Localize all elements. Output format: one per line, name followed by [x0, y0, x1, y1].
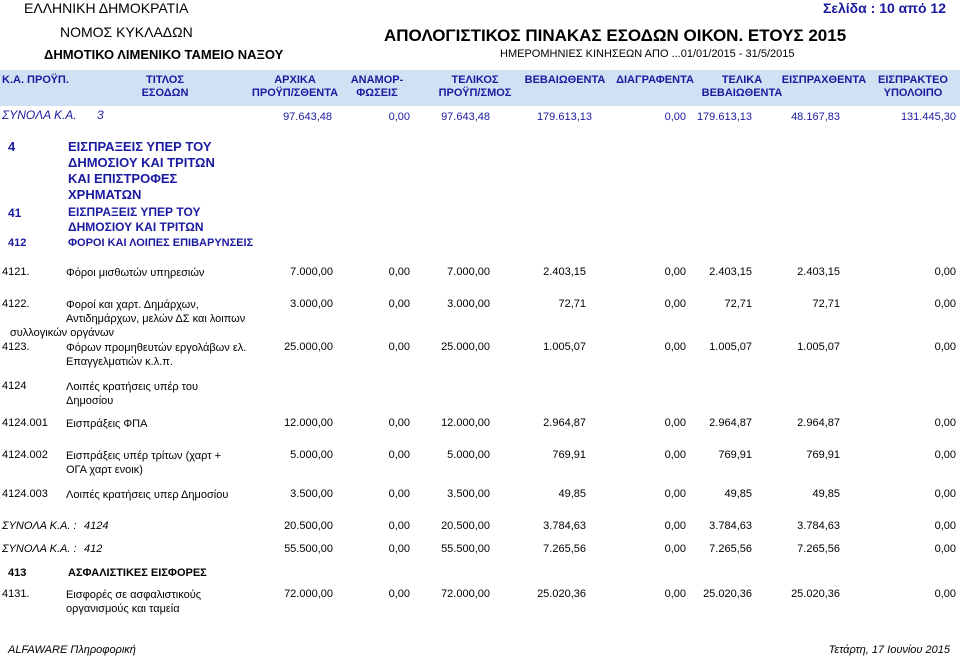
sum-value: 55.500,00 — [284, 543, 333, 555]
row-value: 25.000,00 — [284, 341, 333, 353]
row-value: 0,00 — [664, 417, 686, 429]
top-sum-code: 3 — [97, 108, 104, 122]
row-value: 72,71 — [724, 298, 752, 310]
row-value: 0,00 — [664, 588, 686, 600]
row-description: Εισπράξεις υπέρ τρίτων (χαρτ + — [66, 450, 222, 462]
row-value: 25.020,36 — [537, 588, 586, 600]
row-value: 1.005,07 — [543, 341, 586, 353]
col-certified-header: ΒΕΒΑΙΩΘΕΝΤΑ — [524, 74, 606, 86]
row-value: 5.000,00 — [447, 449, 490, 461]
col-code-header: Κ.Α. ΠΡΟΫΠ. — [2, 74, 69, 86]
row-value: 49,85 — [724, 488, 752, 500]
row-value: 0,00 — [934, 266, 956, 278]
row-value: 0,00 — [934, 417, 956, 429]
subsection-title: ΑΣΦΑΛΙΣΤΙΚΕΣ ΕΙΣΦΟΡΕΣ — [68, 567, 207, 579]
sum-value: 0,00 — [934, 543, 956, 555]
row-description: Εισπράξεις ΦΠΑ — [66, 418, 148, 430]
row-value: 0,00 — [388, 449, 410, 461]
col-initial-header: ΑΡΧΙΚΑ ΠΡΟΫΠ/ΣΘΕΝΤΑ — [251, 74, 339, 99]
row-value: 2.403,15 — [543, 266, 586, 278]
row-value: 3.500,00 — [290, 488, 333, 500]
row-code: 4121. — [2, 266, 30, 278]
row-code: 4124.001 — [2, 417, 48, 429]
row-code: 4124.003 — [2, 488, 48, 500]
top-sum-value: 0,00 — [388, 111, 410, 123]
col-adjust-header: ΑΝΑΜΟΡ- ΦΩΣΕΙΣ — [350, 74, 404, 99]
row-code: 4123. — [2, 341, 30, 353]
row-value: 49,85 — [812, 488, 840, 500]
row-description: Δημοσίου — [66, 395, 114, 407]
row-description: Αντιδημάρχων, μελών ΔΣ και λοιπων — [66, 313, 246, 325]
row-value: 72,71 — [812, 298, 840, 310]
row-description: Φόροι μισθωτών υπηρεσιών — [66, 267, 205, 279]
sum-value: 0,00 — [664, 520, 686, 532]
row-value: 3.500,00 — [447, 488, 490, 500]
sum-value: 0,00 — [934, 520, 956, 532]
row-description: Λοιπές κρατήσεις υπερ Δημοσίου — [66, 489, 229, 501]
sum-value: 55.500,00 — [441, 543, 490, 555]
row-value: 49,85 — [558, 488, 586, 500]
row-value: 0,00 — [388, 588, 410, 600]
col-outstanding-header: ΕΙΣΠΡΑΚΤΕΟ ΥΠΟΛΟΙΠΟ — [878, 74, 948, 99]
row-value: 12.000,00 — [284, 417, 333, 429]
row-value: 0,00 — [934, 341, 956, 353]
row-value: 0,00 — [934, 488, 956, 500]
row-description: ΟΓΑ χαρτ ενοικ) — [66, 464, 143, 476]
row-value: 769,91 — [806, 449, 840, 461]
footer-company: ALFAWARE Πληροφορική — [8, 644, 136, 656]
col-title-header: ΤΙΤΛΟΣ ΕΣΟΔΩΝ — [141, 74, 189, 99]
subsection-code: 412 — [8, 237, 27, 249]
row-value: 3.000,00 — [290, 298, 333, 310]
row-value: 7.000,00 — [290, 266, 333, 278]
row-value: 0,00 — [388, 266, 410, 278]
subsection-code: 41 — [8, 206, 22, 220]
row-value: 1.005,07 — [709, 341, 752, 353]
row-description: Φοροί και χαρτ. Δημάρχων, — [66, 299, 199, 311]
row-value: 0,00 — [664, 298, 686, 310]
row-value: 2.964,87 — [543, 417, 586, 429]
row-value: 0,00 — [934, 449, 956, 461]
row-value: 2.964,87 — [709, 417, 752, 429]
row-description: συλλογικών οργάνων — [10, 327, 115, 339]
row-value: 5.000,00 — [290, 449, 333, 461]
subsection-code: 413 — [8, 567, 27, 579]
sum-value: 3.784,63 — [543, 520, 586, 532]
row-value: 25.000,00 — [441, 341, 490, 353]
sum-value: 0,00 — [664, 543, 686, 555]
row-value: 72.000,00 — [441, 588, 490, 600]
row-value: 0,00 — [934, 298, 956, 310]
row-value: 0,00 — [388, 298, 410, 310]
subsection-title: ΕΙΣΠΡΑΞΕΙΣ ΥΠΕΡ ΤΟΥ ΔΗΜΟΣΙΟΥ ΚΑΙ ΤΡΙΤΩΝ — [68, 205, 204, 234]
page-number: Σελίδα : 10 από 12 — [822, 0, 946, 16]
row-value: 72,71 — [558, 298, 586, 310]
section-title: ΕΙΣΠΡΑΞΕΙΣ ΥΠΕΡ ΤΟΥ ΔΗΜΟΣΙΟΥ ΚΑΙ ΤΡΙΤΩΝ ΚΑΙ ΕΠΙΣΤΡΟΦΕΣ ΧΡΗΜΑΤΩΝ — [68, 139, 215, 202]
row-value: 2.403,15 — [797, 266, 840, 278]
sum-code: 4124 — [84, 520, 109, 532]
row-value: 72.000,00 — [284, 588, 333, 600]
col-final-certified-header: ΤΕΛΙΚΑ ΒΕΒΑΙΩΘΕΝΤΑ — [701, 74, 783, 99]
row-value: 12.000,00 — [441, 417, 490, 429]
prefecture-label: ΝΟΜΟΣ ΚΥΚΛΑΔΩΝ — [60, 24, 193, 40]
top-sum-value: 48.167,83 — [791, 111, 840, 123]
sum-value: 20.500,00 — [284, 520, 333, 532]
row-code: 4124.002 — [2, 449, 48, 461]
row-code: 4122. — [2, 298, 30, 310]
sum-label: ΣΥΝΟΛΑ Κ.Α. : — [2, 520, 77, 532]
subsection-title: ΦΟΡΟΙ ΚΑΙ ΛΟΙΠΕΣ ΕΠΙΒΑΡΥΝΣΕΙΣ — [68, 237, 254, 249]
sum-value: 0,00 — [388, 520, 410, 532]
row-description: Λοιπές κρατήσεις υπέρ του — [66, 381, 198, 393]
top-sum-value: 131.445,30 — [900, 111, 956, 123]
row-value: 0,00 — [934, 588, 956, 600]
top-sum-value: 179.613,13 — [536, 111, 592, 123]
sum-value: 7.265,56 — [709, 543, 752, 555]
top-sum-label: ΣΥΝΟΛΑ Κ.Α. — [2, 108, 77, 122]
row-code: 4131. — [2, 588, 30, 600]
row-value: 25.020,36 — [703, 588, 752, 600]
row-value: 25.020,36 — [791, 588, 840, 600]
row-description: οργανισμούς και ταμεία — [66, 603, 180, 615]
footer-date: Τετάρτη, 17 Ιουνίου 2015 — [828, 644, 950, 656]
col-final-budget-header: ΤΕΛΙΚΟΣ ΠΡΟΫΠ/ΣΜΟΣ — [438, 74, 512, 99]
organization-name: ΔΗΜΟΤΙΚΟ ΛΙΜΕΝΙΚΟ ΤΑΜΕΙΟ ΝΑΞΟΥ — [44, 47, 284, 62]
row-description: Επαγγελματιών κ.λ.π. — [66, 356, 173, 368]
top-sum-value: 97.643,48 — [441, 111, 490, 123]
row-value: 0,00 — [388, 341, 410, 353]
row-description: Φόρων προμηθευτών εργολάβων ελ. — [66, 342, 247, 354]
row-value: 7.000,00 — [447, 266, 490, 278]
republic-label: ΕΛΛΗΝΙΚΗ ΔΗΜΟΚΡΑΤΙΑ — [24, 0, 189, 16]
col-collected-header: ΕΙΣΠΡΑΧΘΕΝΤΑ — [781, 74, 867, 86]
sum-value: 7.265,56 — [797, 543, 840, 555]
row-value: 2.403,15 — [709, 266, 752, 278]
sum-value: 20.500,00 — [441, 520, 490, 532]
col-deleted-header: ΔΙΑΓΡΑΦΕΝΤΑ — [616, 74, 694, 86]
section-code: 4 — [8, 139, 16, 154]
report-title: ΑΠΟΛΟΓΙΣΤΙΚΟΣ ΠΙΝΑΚΑΣ ΕΣΟΔΩΝ ΟΙΚΟΝ. ΕΤΟΥΣ 2015 — [384, 26, 847, 45]
sum-label: ΣΥΝΟΛΑ Κ.Α. : — [2, 543, 77, 555]
top-sum-value: 179.613,13 — [696, 111, 752, 123]
row-value: 0,00 — [388, 417, 410, 429]
top-sum-value: 0,00 — [664, 111, 686, 123]
sum-value: 0,00 — [388, 543, 410, 555]
row-value: 0,00 — [664, 266, 686, 278]
row-description: Εισφορές σε ασφαλιστικούς — [66, 589, 202, 601]
row-value: 2.964,87 — [797, 417, 840, 429]
row-value: 769,91 — [718, 449, 752, 461]
sum-code: 412 — [84, 543, 103, 555]
sum-value: 3.784,63 — [709, 520, 752, 532]
row-value: 0,00 — [664, 488, 686, 500]
row-value: 0,00 — [664, 341, 686, 353]
row-value: 3.000,00 — [447, 298, 490, 310]
row-value: 0,00 — [664, 449, 686, 461]
sum-value: 3.784,63 — [797, 520, 840, 532]
row-code: 4124 — [2, 380, 27, 392]
movement-dates: ΗΜΕΡΟΜΗΝΙΕΣ ΚΙΝΗΣΕΩΝ ΑΠΟ ...01/01/2015 - 31/5/2015 — [500, 48, 795, 60]
top-sum-value: 97.643,48 — [283, 111, 332, 123]
row-value: 0,00 — [388, 488, 410, 500]
sum-value: 7.265,56 — [543, 543, 586, 555]
row-value: 1.005,07 — [797, 341, 840, 353]
row-value: 769,91 — [552, 449, 586, 461]
